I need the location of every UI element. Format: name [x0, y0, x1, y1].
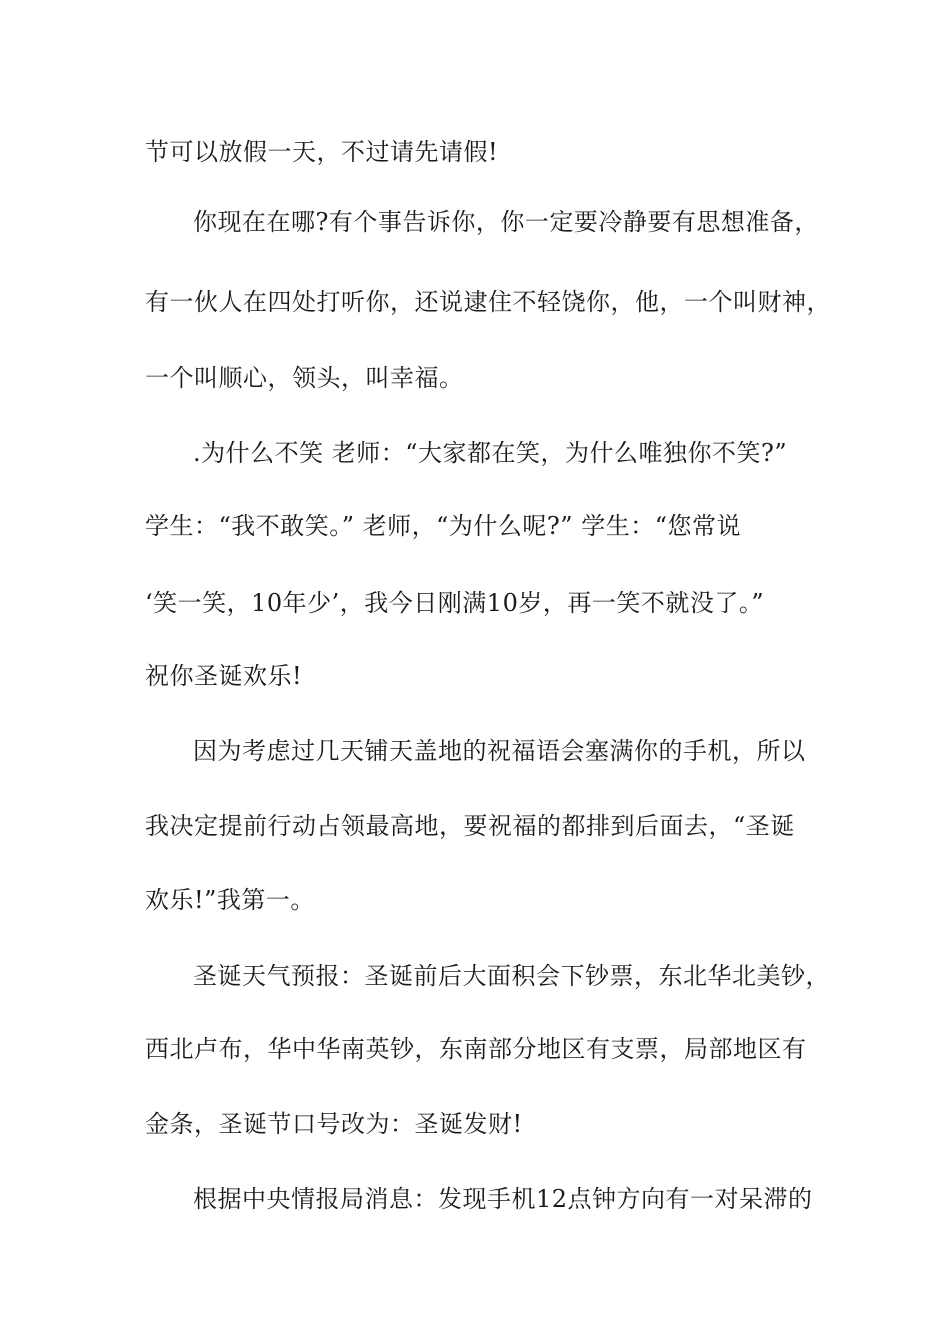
text-line: 我决定提前行动占领最高地，要祝福的都排到后面去，“圣诞 [145, 812, 795, 840]
text-line: .为什么不笑 老师：“大家都在笑，为什么唯独你不笑?” [193, 439, 788, 467]
text-line: 根据中央情报局消息：发现手机12点钟方向有一对呆滞的 [193, 1185, 813, 1213]
text-line: 一个叫顺心，领头，叫幸福。 [145, 364, 464, 392]
text-line: 节可以放假一天，不过请先请假! [145, 138, 499, 166]
text-line: 学生：“我不敢笑。” 老师，“为什么呢?” 学生：“您常说 [145, 512, 741, 540]
text-line: 圣诞天气预报：圣诞前后大面积会下钞票，东北华北美钞， [193, 962, 830, 990]
text-line: 你现在在哪?有个事告诉你，你一定要冷静要有思想准备， [193, 208, 819, 236]
text-line: 西北卢布，华中华南英钞，东南部分地区有支票，局部地区有 [145, 1035, 807, 1063]
text-line: 因为考虑过几天铺天盖地的祝福语会塞满你的手机，所以 [193, 737, 806, 765]
text-line: 有一伙人在四处打听你，还说逮住不轻饶你，他，一个叫财神， [145, 288, 831, 316]
text-line: 欢乐!”我第一。 [145, 886, 315, 914]
text-line: 祝你圣诞欢乐! [145, 662, 303, 690]
text-line: ‘笑一笑，10年少’，我今日刚满10岁，再一笑不就没了。” [145, 589, 765, 617]
text-line: 金条，圣诞节口号改为：圣诞发财! [145, 1110, 523, 1138]
